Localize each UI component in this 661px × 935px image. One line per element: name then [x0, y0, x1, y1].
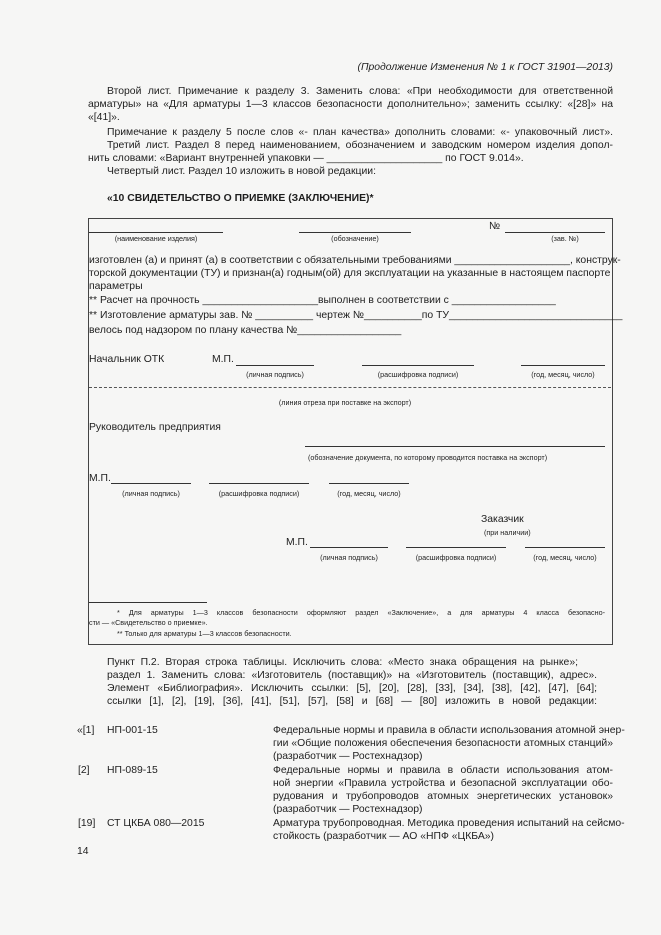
- intro-line-2: арматуры» на «Для арматуры 1—3 классов безопасности дополнительно»; заменить ссылку: «[28]» на: [88, 99, 613, 110]
- form-line-6: велось под надзором по плану качества №__________________: [89, 325, 402, 336]
- intro-line-3: «[41]».: [88, 112, 120, 123]
- otk-signature-line: [236, 365, 314, 366]
- bib-1-line-2: гии «Общие положения обеспечения безопасности атомных станций»: [273, 738, 613, 749]
- head-date-caption: (год, месяц, число): [337, 489, 401, 498]
- footnote-rule: [89, 602, 207, 603]
- bib-1-ref: «[1]: [77, 725, 95, 736]
- export-doc-line: [305, 446, 605, 447]
- customer-mp-label: М.П.: [286, 537, 308, 548]
- head-mp-label: М.П.: [89, 473, 111, 484]
- intro-line-4: Примечание к разделу 5 после слов «- план качества» дополнить словами: «- упаковочный лист».: [107, 127, 613, 138]
- head-decoding-caption: (расшифровка подписи): [218, 489, 300, 498]
- bib-3-line-1: Арматура трубопроводная. Методика проведения испытаний на сейсмо-: [273, 818, 625, 829]
- bib-2-line-4: (разработчик — Ростехнадзор): [273, 804, 423, 815]
- bib-2-line-3: рудования и трубопроводов атомных энергетических установок»: [273, 791, 613, 802]
- form-line-5: ** Изготовление арматуры зав. № __________ чертеж №__________по ТУ______________________________: [89, 310, 623, 321]
- otk-decoding-caption: (расшифровка подписи): [377, 370, 459, 379]
- name-line: [89, 232, 223, 233]
- intro-line-1: Второй лист. Примечание к разделу 3. Заменить слова: «При необходимости для ответственной: [107, 86, 613, 97]
- head-signature-line: [111, 483, 191, 484]
- bib-1-line-1: Федеральные нормы и правила в области использования атомной энер-: [273, 725, 625, 736]
- customer-if-any-caption: (при наличии): [484, 528, 531, 537]
- bib-2-ref: [2]: [78, 765, 90, 776]
- otk-date-line: [521, 365, 605, 366]
- designation-line: [299, 232, 411, 233]
- customer-decoding-caption: (расшифровка подписи): [415, 553, 497, 562]
- otk-mp-label: М.П.: [212, 354, 234, 365]
- serial-line: [505, 232, 605, 233]
- serial-caption: (зав. №): [551, 234, 579, 243]
- bib-1-line-3: (разработчик — Ростехнадзор): [273, 751, 423, 762]
- customer-date-line: [525, 547, 605, 548]
- after-line-1: Пункт П.2. Вторая строка таблицы. Исключить слова: «Место знака обращения на рынке»;: [107, 657, 578, 668]
- form-line-2: торской документации (ТУ) и признан(а) годным(ой) для эксплуатации на указанные в настоящем паспорте: [89, 268, 611, 279]
- form-line-1: изготовлен (а) и принят (а) в соответствии с обязательными требованиями ____________________, конструк-: [89, 255, 621, 266]
- bib-3-code: СТ ЦКБА 080—2015: [107, 818, 205, 829]
- page-number: 14: [77, 846, 89, 857]
- customer-signature-caption: (личная подпись): [320, 553, 378, 562]
- designation-caption: (обозначение): [331, 234, 379, 243]
- after-line-2: раздел 1. Заменить слова: «Изготовитель (поставщик)» на «Изготовитель (поставщик), адрес».: [107, 670, 597, 681]
- bib-2-line-1: Федеральные нормы и правила в области использования атом-: [273, 765, 613, 776]
- number-sign: №: [489, 221, 501, 232]
- otk-chief-label: Начальник ОТК: [89, 354, 165, 365]
- form-line-4: ** Расчет на прочность ____________________выполнен в соответствии с __________________: [89, 295, 556, 306]
- bib-3-ref: [19]: [78, 818, 96, 829]
- head-signature-caption: (личная подпись): [122, 489, 180, 498]
- form-line-3: параметры: [89, 281, 143, 292]
- bib-2-code: НП-089-15: [107, 765, 158, 776]
- otk-decoding-line: [362, 365, 474, 366]
- cut-line-caption: (линия отреза при поставке на экспорт): [278, 398, 412, 407]
- otk-date-caption: (год, месяц, число): [531, 370, 595, 379]
- intro-line-7: Четвертый лист. Раздел 10 изложить в новой редакции:: [107, 166, 376, 177]
- name-caption: (наименование изделия): [114, 234, 198, 243]
- otk-signature-caption: (личная подпись): [246, 370, 304, 379]
- customer-decoding-line: [406, 547, 506, 548]
- customer-label: Заказчик: [481, 514, 524, 525]
- bib-1-code: НП-001-15: [107, 725, 158, 736]
- cut-line: [89, 387, 611, 388]
- footnote-1a: * Для арматуры 1—3 классов безопасности оформляют раздел «Заключение», а для арматуры 4 класса безопасно-: [117, 608, 605, 617]
- intro-line-6: нить словами: «Вариант внутренней упаковки — ____________________ по ГОСТ 9.014».: [88, 153, 524, 164]
- customer-signature-line: [310, 547, 388, 548]
- section-title: «10 СВИДЕТЕЛЬСТВО О ПРИЕМКЕ (ЗАКЛЮЧЕНИЕ)*: [107, 193, 374, 204]
- footnote-1b: сти — «Свидетельство о приемке».: [89, 618, 208, 627]
- head-decoding-line: [209, 483, 309, 484]
- after-line-3: Элемент «Библиография». Исключить ссылки: [5], [20], [28], [33], [34], [38], [42], [47], [64];: [107, 683, 597, 694]
- page-header: (Продолжение Изменения № 1 к ГОСТ 31901—2013): [357, 62, 613, 73]
- export-doc-caption: (обозначение документа, по которому проводится поставка на экспорт): [308, 453, 548, 462]
- bib-3-line-2: стойкость (разработчик — АО «НПФ «ЦКБА»): [273, 831, 495, 842]
- customer-date-caption: (год, месяц, число): [533, 553, 597, 562]
- footnote-2: ** Только для арматуры 1—3 классов безопасности.: [117, 629, 292, 638]
- intro-line-5: Третий лист. Раздел 8 перед наименованием, обозначением и заводским номером изделия допол-: [107, 140, 613, 151]
- after-line-4: ссылки [1], [2], [19], [36], [41], [51], [57], [58] и [68] — [80] изложить в новой редакции:: [107, 696, 597, 707]
- bib-2-line-2: ной энергии «Правила устройства и безопасной эксплуатации обо-: [273, 778, 613, 789]
- head-date-line: [329, 483, 409, 484]
- head-of-enterprise-label: Руководитель предприятия: [89, 422, 221, 433]
